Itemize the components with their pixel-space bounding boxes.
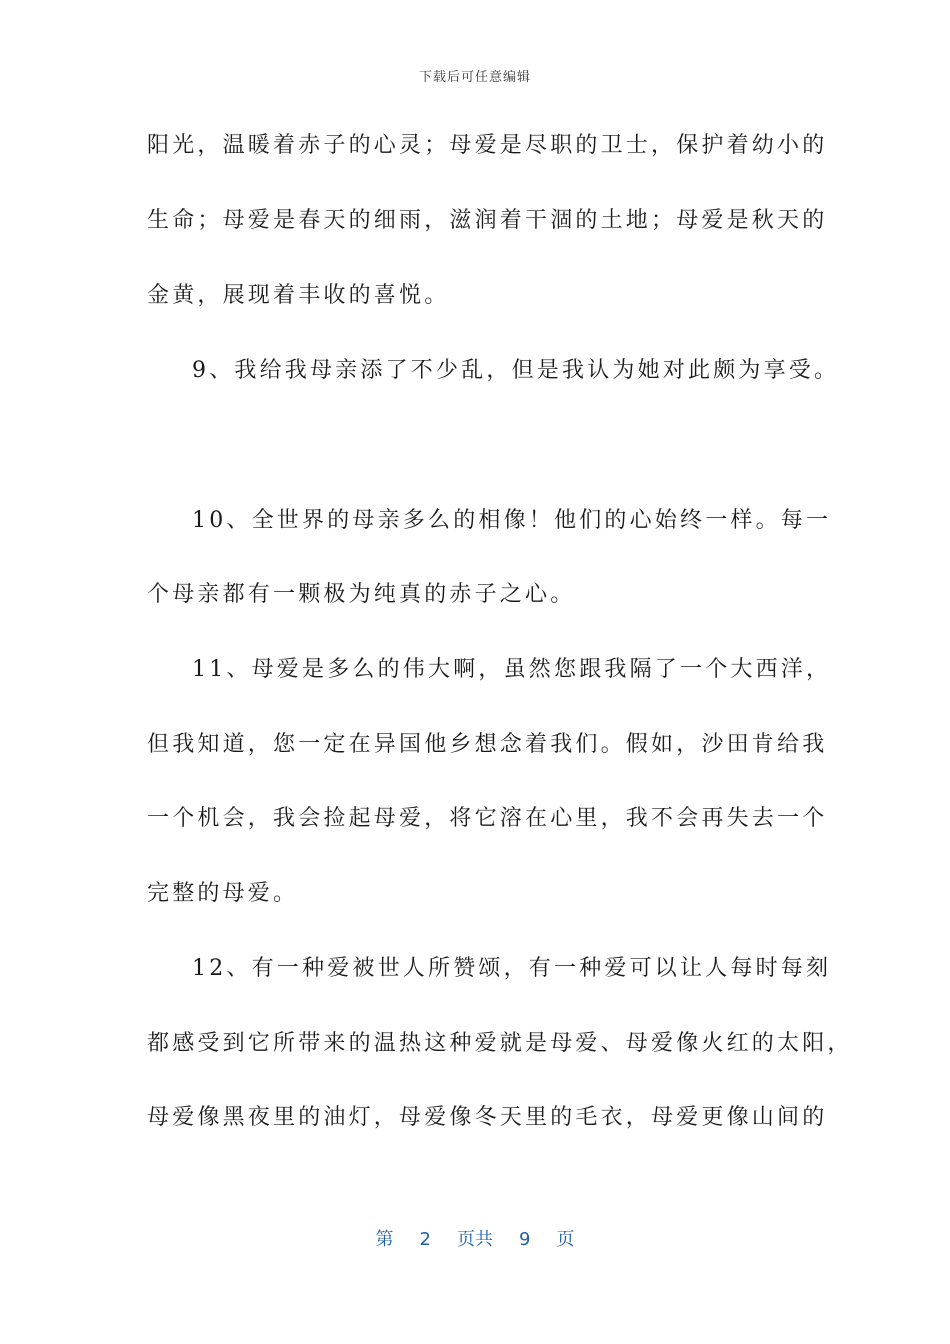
body-line-13: 母爱像黑夜里的油灯，母爱像冬天里的毛衣，母爱更像山间的 [147, 1105, 828, 1130]
body-line-10: 完整的母爱。 [147, 881, 299, 906]
body-line-7: 11、母爱是多么的伟大啊，虽然您跟我隔了一个大西洋， [192, 657, 832, 682]
body-line-8: 但我知道，您一定在异国他乡想念着我们。假如，沙田肯给我 [147, 732, 828, 757]
page-footer [0, 1225, 950, 1251]
footer-prefix: 第 [375, 1229, 394, 1250]
footer-middle: 页共 [457, 1229, 493, 1250]
footer-suffix: 页 [556, 1229, 575, 1250]
footer-page-number: 2 [419, 1229, 431, 1250]
body-line-5: 10、全世界的母亲多么的相像！他们的心始终一样。每一 [192, 508, 832, 533]
body-line-1: 阳光，温暖着赤子的心灵；母爱是尽职的卫士，保护着幼小的 [147, 133, 828, 158]
footer-total-pages: 9 [519, 1229, 531, 1250]
body-line-11: 12、有一种爱被世人所赞颂，有一种爱可以让人每时每刻 [192, 956, 832, 981]
body-line-6: 个母亲都有一颗极为纯真的赤子之心。 [147, 582, 576, 607]
body-line-12: 都感受到它所带来的温热这种爱就是母爱、母爱像火红的太阳， [147, 1031, 853, 1056]
page-header: 下载后可任意编辑 [418, 70, 531, 85]
body-line-2: 生命；母爱是春天的细雨，滋润着干涸的土地；母爱是秋天的 [147, 208, 828, 233]
body-line-9: 一个机会，我会捡起母爱，将它溶在心里，我不会再失去一个 [147, 806, 828, 831]
body-line-4: 9、我给我母亲添了不少乱，但是我认为她对此颇为享受。 [192, 358, 840, 383]
body-line-3: 金黄，展现着丰收的喜悦。 [147, 283, 450, 308]
